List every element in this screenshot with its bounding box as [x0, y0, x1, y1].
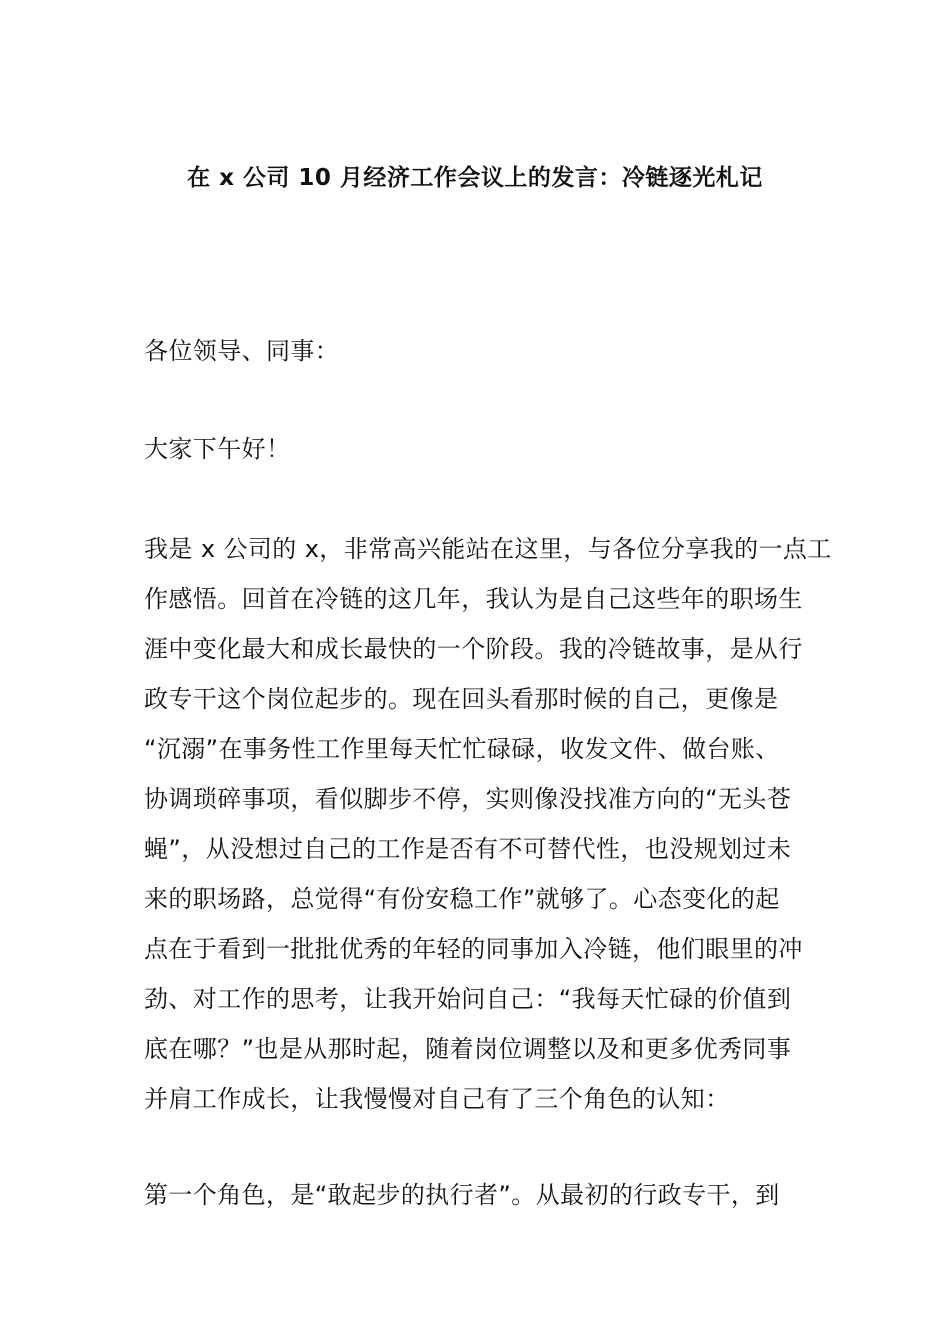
paragraph-line: 劲、对工作的思考，让我开始问自己：“我每天忙碌的价值到: [144, 985, 792, 1013]
paragraph-line: 协调琐碎事项，看似脚步不停，实则像没找准方向的“无头苍: [144, 785, 792, 813]
paragraph-line: 来的职场路，总觉得“有份安稳工作”就够了。心态变化的起: [144, 885, 780, 913]
paragraph-line: 底在哪？”也是从那时起，随着岗位调整以及和更多优秀同事: [144, 1035, 792, 1063]
paragraph-line: 并肩工作成长，让我慢慢对自己有了三个角色的认知：: [144, 1085, 730, 1113]
main-paragraph: [144, 524, 832, 1124]
paragraph-line: 作感悟。回首在冷链的这几年，我认为是自己这些年的职场生: [144, 585, 803, 613]
role-paragraph: [144, 1170, 808, 1220]
paragraph-line: 蝇”，从没想过自己的工作是否有不可替代性，也没规划过未: [144, 835, 792, 863]
paragraph-line: 点在于看到一批批优秀的年轻的同事加入冷链，他们眼里的冲: [144, 935, 803, 963]
greeting-line: 各位领导、同事：: [144, 337, 340, 365]
document-title: 在 x 公司 10 月经济工作会议上的发言：冷链逐光札记: [187, 165, 763, 191]
paragraph-line: “沉溺”在事务性工作里每天忙忙碌碌，收发文件、做台账、: [144, 735, 780, 763]
paragraph-line: 涯中变化最大和成长最快的一个阶段。我的冷链故事，是从行: [144, 635, 803, 663]
salutation-line: 大家下午好！: [144, 435, 291, 463]
paragraph-line: 第一个角色，是“敢起步的执行者”。从最初的行政专干，到: [144, 1181, 780, 1209]
paragraph-line: 我是 x 公司的 x，非常高兴能站在这里，与各位分享我的一点工: [144, 535, 832, 563]
paragraph-line: 政专干这个岗位起步的。现在回头看那时候的自己，更像是: [144, 685, 779, 713]
